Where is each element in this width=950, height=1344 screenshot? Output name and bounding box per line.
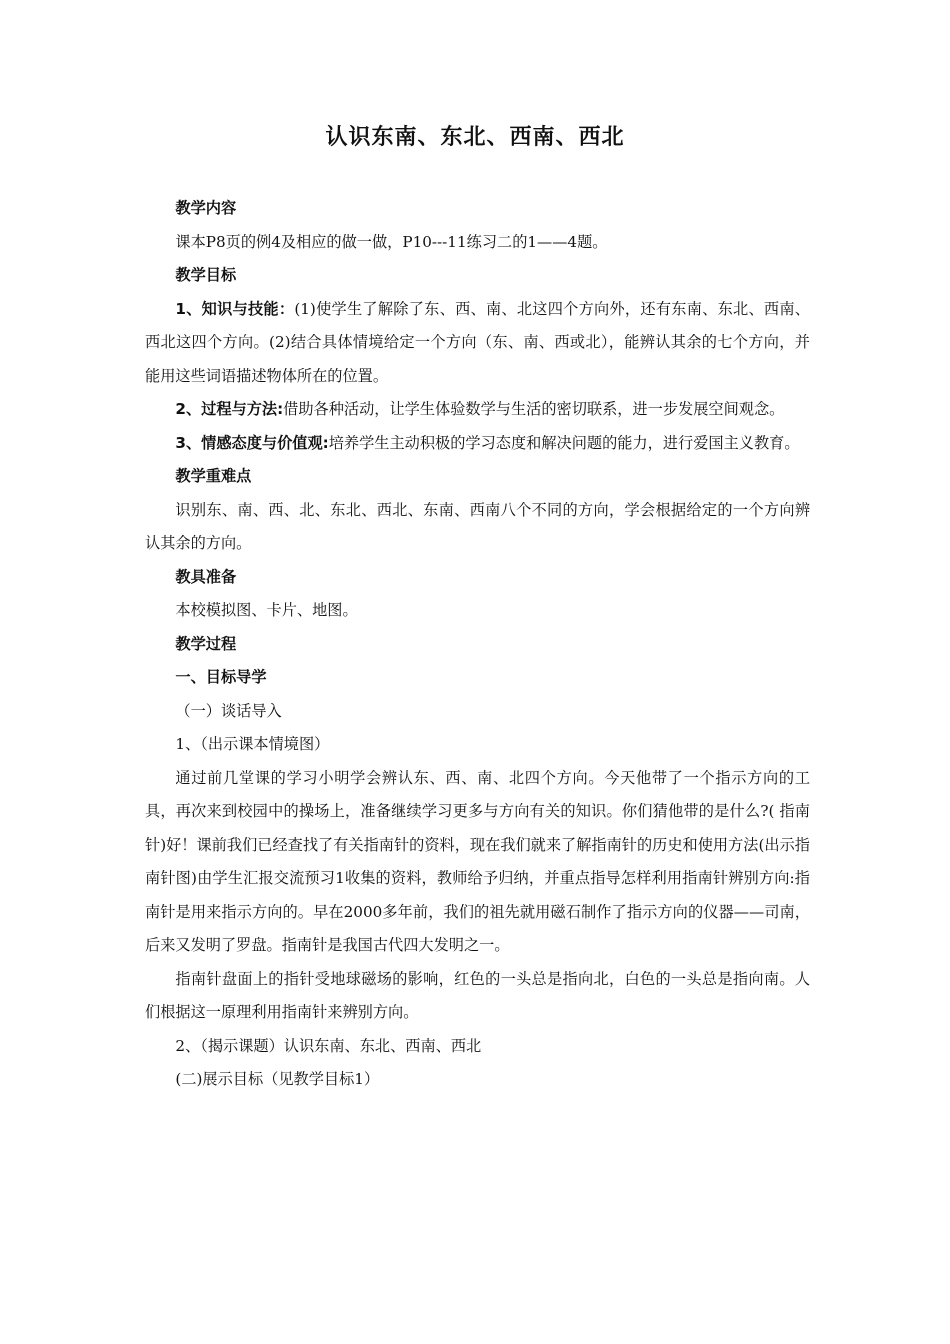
tools-text: 本校模拟图、卡片、地图。	[175, 601, 358, 619]
goal-3-text: 培养学生主动积极的学习态度和解决问题的能力，进行爱国主义教育。	[328, 433, 800, 452]
heading-teaching-goals: 教学目标	[175, 266, 237, 284]
goal-3-label: 3、情感态度与价值观:	[175, 433, 329, 452]
goal-2	[145, 393, 810, 427]
document-body	[145, 192, 810, 1097]
goal-1-label: 1、知识与技能：	[175, 299, 295, 318]
key-points-text: 识别东、南、西、北、东北、西北、东南、西南八个不同的方向，学会根据给定的一个方向辨认其余的方向。	[145, 500, 810, 552]
goal-3	[145, 427, 810, 461]
step-2: 2、（揭示课题）认识东南、东北、西南、西北	[175, 1036, 482, 1055]
paragraph-2: 指南针盘面上的指针受地球磁场的影响，红色的一头总是指向北，白色的一头总是指向南。人们根据这一原理利用指南针来辨别方向。	[145, 969, 810, 1021]
goal-1-text: (1)使学生了解除了东、西、南、北这四个方向外，还有东南、东北、西南、西北这四个方向。(2)结合具体情境给定一个方向（东、南、西或北），能辨认其余的七个方向，并能用这些词语描述物体所在的位置。	[145, 299, 810, 385]
subsection-1: （一）谈话导入	[175, 701, 282, 720]
subsection-2: (二)展示目标（见教学目标1）	[175, 1070, 380, 1088]
teaching-content-text: 课本P8页的例4及相应的做一做，P10---11练习二的1——4题。	[175, 232, 608, 251]
document-title: 认识东南、东北、西南、西北	[325, 125, 625, 150]
heading-teaching-content: 教学内容	[175, 199, 237, 217]
paragraph-1: 通过前几堂课的学习小明学会辨认东、西、南、北四个方向。今天他带了一个指示方向的工具，再次来到校园中的操场上，准备继续学习更多与方向有关的知识。你们猜他带的是什么?( 指南针)好！课前我们已经查找了有关指南针的资料，现在我们就来了解指南针的历史和使用方法(出示指南针图)由学生汇报交流预习1收集的资料，教师给予归纳，并重点指导怎样利用指南针辨别方向:指南针是用来指示方向的。早在2000多年前，我们的祖先就用磁石制作了指示方向的仪器——司南，后来又发明了罗盘。指南针是我国古代四大发明之一。	[145, 768, 810, 954]
goal-1	[145, 293, 810, 394]
heading-teaching-process: 教学过程	[175, 634, 237, 653]
heading-part-1: 一、目标导学	[175, 668, 267, 686]
step-1: 1、（出示课本情境图）	[175, 735, 330, 753]
goal-2-text: 借助各种活动，让学生体验数学与生活的密切联系，进一步发展空间观念。	[283, 400, 785, 418]
heading-tools: 教具准备	[175, 567, 237, 586]
heading-key-points: 教学重难点	[175, 467, 252, 485]
goal-2-label: 2、过程与方法:	[175, 400, 284, 418]
